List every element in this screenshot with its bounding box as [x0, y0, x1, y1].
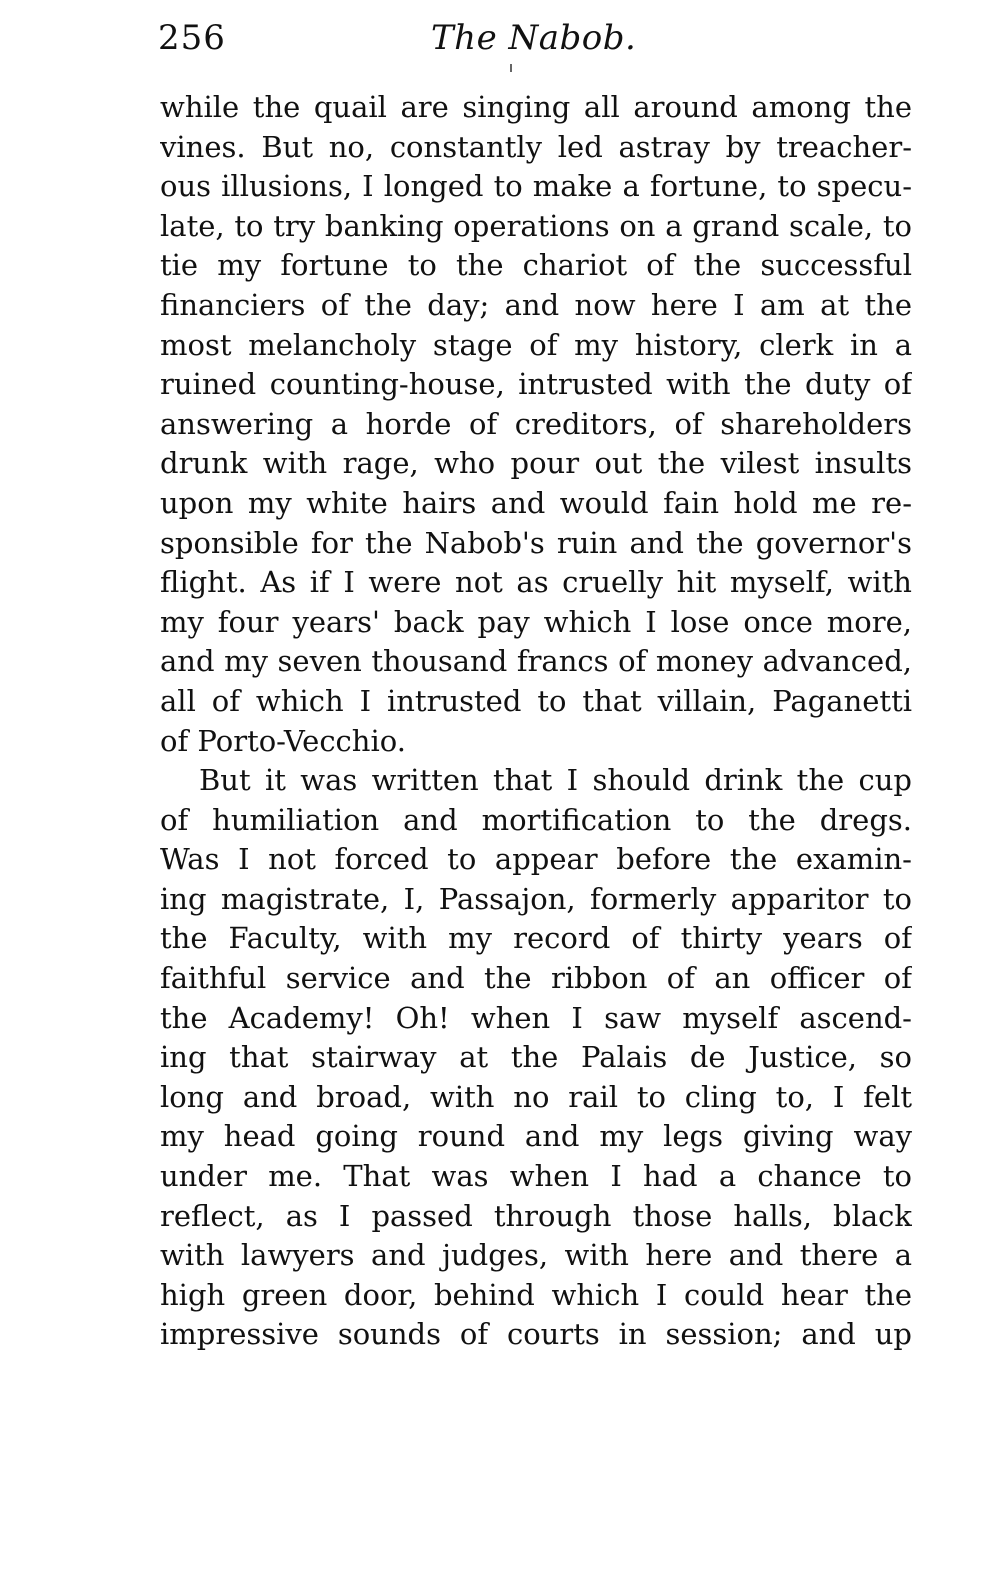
text-line: sponsible for the Nabob's ruin and the governor's: [160, 525, 912, 560]
text-line: upon my white hairs and would fain hold me re-: [160, 485, 912, 520]
paragraph-2: [160, 761, 912, 1355]
text-line: high green door, behind which I could hear the: [160, 1277, 912, 1312]
text-line: under me. That was when I had a chance to: [160, 1159, 912, 1194]
body-text: [160, 88, 912, 1355]
text-line: vines. But no, constantly led astray by treacher-: [160, 129, 912, 164]
text-line: answering a horde of creditors, of shareholders: [160, 406, 912, 441]
text-line: financiers of the day; and now here I am at the: [160, 287, 912, 322]
text-line: ing magistrate, I, Passajon, formerly apparitor to: [160, 881, 912, 916]
text-line: with lawyers and judges, with here and there a: [160, 1238, 912, 1273]
text-line: long and broad, with no rail to cling to, I felt: [160, 1079, 912, 1114]
header-mark: [510, 64, 512, 72]
text-line: reflect, as I passed through those halls, black: [160, 1198, 912, 1233]
text-line: ing that stairway at the Palais de Justice, so: [160, 1040, 912, 1075]
text-line: while the quail are singing all around among the: [160, 90, 912, 124]
page-header: [148, 18, 913, 70]
text-line: drunk with rage, who pour out the vilest insults: [160, 446, 912, 481]
running-title: The Nabob.: [431, 18, 637, 58]
text-line: faithful service and the ribbon of an officer of: [160, 961, 912, 996]
page-number: 256: [158, 18, 226, 58]
text-line: my four years' back pay which I lose once more,: [160, 604, 912, 639]
text-line: ous illusions, I longed to make a fortune, to specu-: [160, 169, 912, 204]
text-line: my head going round and my legs giving way: [160, 1119, 912, 1154]
text-line: the Academy! Oh! when I saw myself ascend-: [160, 1000, 912, 1035]
text-line: all of which I intrusted to that villain, Paganetti: [160, 683, 912, 718]
text-line: Was I not forced to appear before the examin-: [160, 842, 912, 877]
text-line: the Faculty, with my record of thirty years of: [160, 921, 912, 956]
text-line: late, to try banking operations on a grand scale, to: [160, 208, 912, 243]
paragraph-1: [160, 88, 912, 761]
text-line: tie my fortune to the chariot of the successful: [160, 248, 912, 283]
text-line: of humiliation and mortification to the dregs.: [160, 802, 912, 837]
text-line: and my seven thousand francs of money advanced,: [160, 644, 912, 679]
text-line: But it was written that I should drink the cup: [199, 763, 912, 798]
text-line: impressive sounds of courts in session; and up: [160, 1317, 912, 1352]
text-line: most melancholy stage of my history, clerk in a: [160, 327, 912, 362]
text-line: of Porto-Vecchio.: [160, 723, 406, 758]
text-line: flight. As if I were not as cruelly hit myself, with: [160, 565, 912, 600]
text-line: ruined counting-house, intrusted with the duty of: [160, 367, 912, 402]
